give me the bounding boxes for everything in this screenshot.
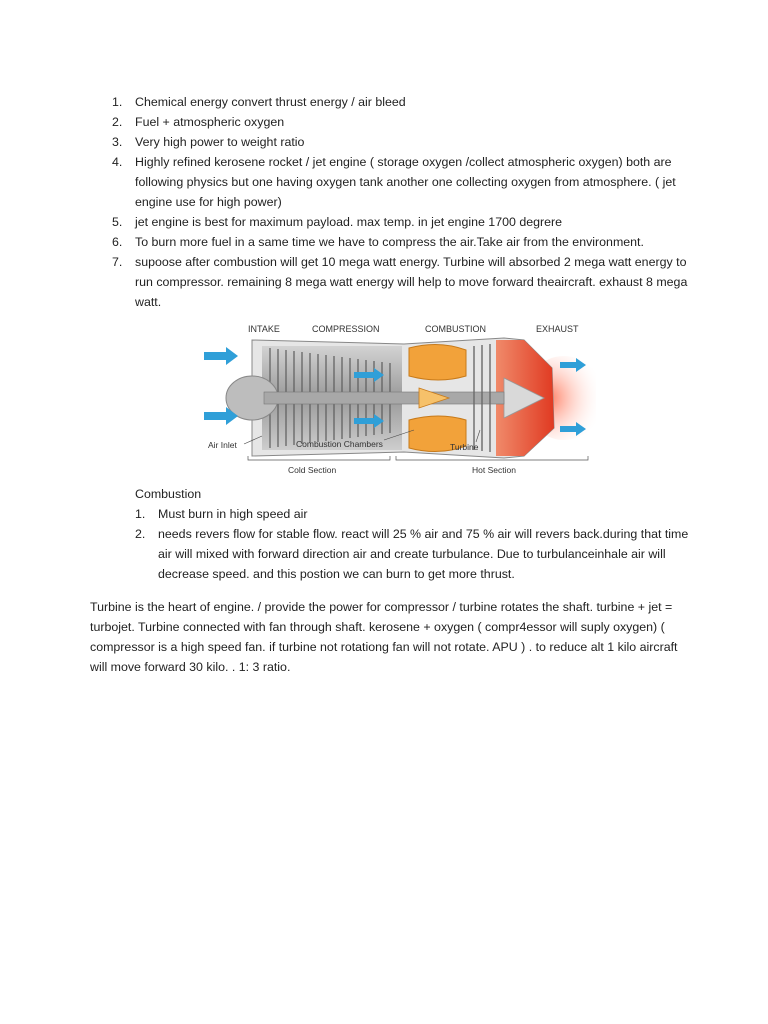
list-item (90, 212, 690, 232)
label-combustion: COMBUSTION (425, 324, 487, 334)
list-item (90, 232, 690, 252)
label-turbine: Turbine (450, 442, 479, 452)
list-text: Highly refined kerosene rocket / jet engine ( storage oxygen /collect atmospheric oxygen) both are following physics but one having oxygen tank another one collecting oxygen from atmosphere. ( jet engine use for high power) (135, 155, 676, 209)
list-number: 5. (112, 215, 123, 229)
turbine-paragraph: Turbine is the heart of engine. / provide the power for compressor / turbine rotates the shaft. turbine + jet = turbojet. Turbine connected with fan through shaft. kerosene + oxygen ( compr4essor will suply oxygen) ( compressor is a high speed fan. if turbine not rotationg fan will not rotate. APU ) . to reduce alt 1 kilo aircraft will move forward 30 kilo. . 1: 3 ratio. (90, 600, 678, 674)
list-number: 2. (112, 115, 123, 129)
list-item (113, 524, 693, 584)
numbered-list-main (90, 92, 690, 312)
list-item (90, 112, 690, 132)
list-text: Must burn in high speed air (158, 507, 308, 521)
list-text: needs revers flow for stable flow. react will 25 % air and 75 % air will revers back.during that time air will mixed with forward direction air and create turbulance. Due to turbulanceinhale air will decrease speed. and this postion we can burn to get more thrust. (158, 527, 689, 581)
list-text: Fuel + atmospheric oxygen (135, 115, 285, 129)
label-air-inlet: Air Inlet (208, 440, 237, 450)
list-item (90, 252, 690, 312)
list-item (90, 152, 690, 212)
list-item (113, 504, 693, 524)
combustion-heading: Combustion (135, 487, 202, 501)
label-combustion-chambers: Combustion Chambers (296, 439, 383, 449)
list-number: 1. (135, 507, 146, 521)
list-text: Very high power to weight ratio (135, 135, 305, 149)
list-text: jet engine is best for maximum payload. max temp. in jet engine 1700 degrere (135, 215, 563, 229)
label-intake: INTAKE (248, 324, 280, 334)
label-hot-section: Hot Section (472, 465, 516, 475)
label-cold-section: Cold Section (288, 465, 337, 475)
engine-shaft (264, 392, 504, 404)
list-text: To burn more fuel in a same time we have to compress the air.Take air from the environment. (135, 235, 644, 249)
list-number: 6. (112, 235, 123, 249)
list-number: 7. (112, 255, 123, 269)
list-item (90, 92, 690, 112)
list-text: supoose after combustion will get 10 mega watt energy. Turbine will absorbed 2 mega watt energy to run compressor. remaining 8 mega watt energy will help to move forward theaircraft. exhaust 8 mega watt. (135, 255, 688, 309)
numbered-list-combustion (113, 504, 693, 584)
label-exhaust: EXHAUST (536, 324, 579, 334)
section-brackets (248, 456, 588, 460)
jet-engine-diagram (204, 318, 596, 478)
list-item (90, 132, 690, 152)
list-number: 4. (112, 155, 123, 169)
list-text: Chemical energy convert thrust energy / air bleed (135, 95, 406, 109)
list-number: 3. (112, 135, 123, 149)
label-compression: COMPRESSION (312, 324, 380, 334)
list-number: 2. (135, 527, 146, 541)
list-number: 1. (112, 95, 123, 109)
